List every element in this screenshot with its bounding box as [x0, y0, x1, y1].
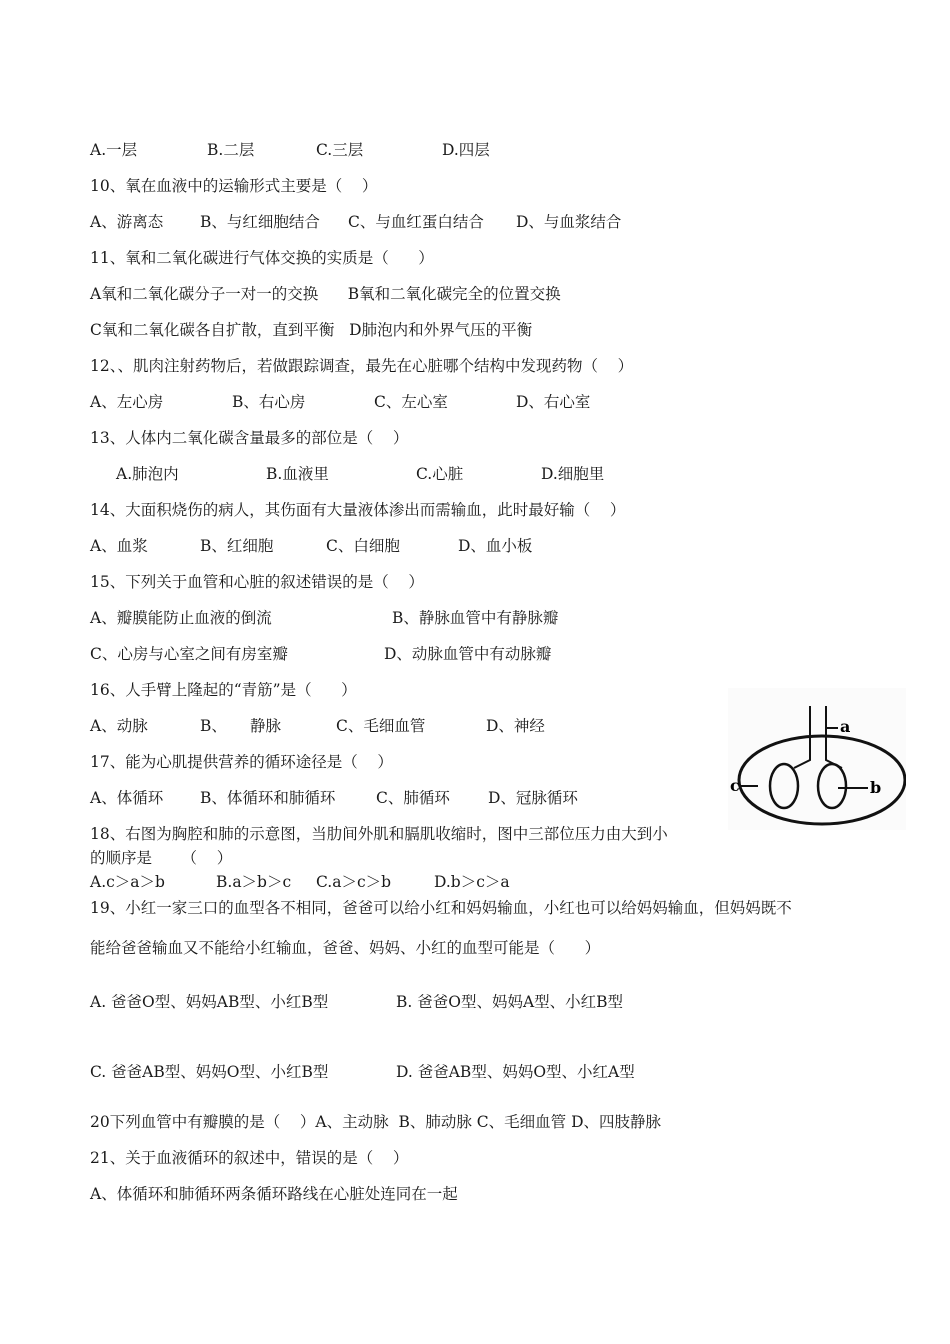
option-q12opts-3: D、右心室 [516, 393, 591, 411]
label-a: a [840, 717, 851, 736]
option-q14opts-2: C、白细胞 [326, 537, 400, 555]
option-q18opts-2: C.a＞c＞b [316, 873, 392, 891]
question-line-q21a: A、体循环和肺循环两条循环路线在心脏处连同在一起 [90, 1185, 458, 1203]
option-q15c-1: D、动脉血管中有动脉瓣 [384, 645, 552, 663]
option-q17opts-0: A、体循环 [90, 789, 164, 807]
option-q18opts-1: B.a＞b＞c [216, 873, 292, 891]
question-line-q10: 10、氧在血液中的运输形式主要是（ ） [90, 177, 378, 195]
label-b: b [870, 778, 882, 797]
question-line-q18: 18、右图为胸腔和肺的示意图，当肋间外肌和膈肌收缩时，图中三部位压力由大到小 [90, 825, 668, 843]
option-q10opts-3: D、与血浆结合 [516, 213, 622, 231]
option-q16opts-1: B、 [200, 717, 227, 735]
option-q19ab-0: A. 爸爸O型、妈妈AB型、小红B型 [90, 993, 329, 1011]
question-line-q14: 14、大面积烧伤的病人，其伤面有大量液体渗出而需输血，此时最好输（ ） [90, 501, 626, 519]
option-q13opts-2: C.心脏 [416, 465, 464, 483]
diagram-background [728, 688, 906, 830]
option-q10opts-1: B、与红细胞结合 [200, 213, 320, 231]
option-q9opts-1: B.二层 [207, 141, 255, 159]
option-q15a-1: B、静脉血管中有静脉瓣 [392, 609, 559, 627]
option-q17opts-1: B、体循环和肺循环 [200, 789, 336, 807]
option-q15a-0: A、瓣膜能防止血液的倒流 [90, 609, 272, 627]
option-q10opts-0: A、游离态 [90, 213, 164, 231]
label-c: c [730, 776, 740, 795]
question-line-q11a: A氧和二氧化碳分子一对一的交换 B氧和二氧化碳完全的位置交换 [90, 285, 561, 303]
question-line-q13: 13、人体内二氧化碳含量最多的部位是（ ） [90, 429, 409, 447]
option-q12opts-0: A、左心房 [90, 393, 164, 411]
question-line-q17: 17、能为心肌提供营养的循环途径是（ ） [90, 753, 393, 771]
option-q10opts-2: C、与血红蛋白结合 [348, 213, 484, 231]
option-q16opts-3: C、毛细血管 [336, 717, 426, 735]
option-q13opts-3: D.细胞里 [541, 465, 605, 483]
question-line-q18b: 的顺序是 （ ） [90, 849, 233, 867]
option-q14opts-3: D、血小板 [458, 537, 533, 555]
question-line-q19: 19、小红一家三口的血型各不相同，爸爸可以给小红和妈妈输血，小红也可以给妈妈输血，但妈妈既不 [90, 899, 792, 917]
option-q19cd-1: D. 爸爸AB型、妈妈O型、小红A型 [396, 1063, 635, 1081]
option-q18opts-3: D.b＞c＞a [434, 873, 510, 891]
option-q17opts-2: C、肺循环 [376, 789, 450, 807]
question-line-q19b: 能给爸爸输血又不能给小红输血，爸爸、妈妈、小红的血型可能是（ ） [90, 939, 601, 957]
option-q18opts-0: A.c＞a＞b [90, 873, 165, 891]
option-q17opts-3: D、冠脉循环 [488, 789, 578, 807]
option-q19cd-0: C. 爸爸AB型、妈妈O型、小红B型 [90, 1063, 329, 1081]
thoracic-lung-diagram [728, 688, 906, 830]
question-line-q11: 11、氧和二氧化碳进行气体交换的实质是（ ） [90, 249, 434, 267]
question-line-q11c: C氧和二氧化碳各自扩散，直到平衡 D肺泡内和外界气压的平衡 [90, 321, 533, 339]
option-q16opts-0: A、动脉 [90, 717, 148, 735]
option-q12opts-1: B、右心房 [232, 393, 306, 411]
option-q14opts-1: B、红细胞 [200, 537, 274, 555]
option-q16opts-4: D、神经 [486, 717, 545, 735]
option-q14opts-0: A、血浆 [90, 537, 148, 555]
question-line-q12: 12、、肌肉注射药物后，若做跟踪调查，最先在心脏哪个结构中发现药物（ ） [90, 357, 634, 375]
question-line-q21: 21、关于血液循环的叙述中，错误的是（ ） [90, 1149, 409, 1167]
option-q9opts-2: C.三层 [316, 141, 364, 159]
question-line-q16: 16、人手臂上隆起的“青筋”是（ ） [90, 681, 357, 699]
question-line-q20: 20下列血管中有瓣膜的是（ ）A、主动脉 B、肺动脉 C、毛细血管 D、四肢静脉 [90, 1113, 662, 1131]
option-q12opts-2: C、左心室 [374, 393, 448, 411]
option-q13opts-1: B.血液里 [266, 465, 329, 483]
option-q13opts-0: A.肺泡内 [116, 465, 179, 483]
option-q15c-0: C、心房与心室之间有房室瓣 [90, 645, 288, 663]
option-q19ab-1: B. 爸爸O型、妈妈A型、小红B型 [396, 993, 624, 1011]
question-line-q15: 15、下列关于血管和心脏的叙述错误的是（ ） [90, 573, 424, 591]
option-q16opts-2: 静脉 [250, 717, 282, 735]
option-q9opts-3: D.四层 [442, 141, 490, 159]
option-q9opts-0: A.一层 [90, 141, 138, 159]
